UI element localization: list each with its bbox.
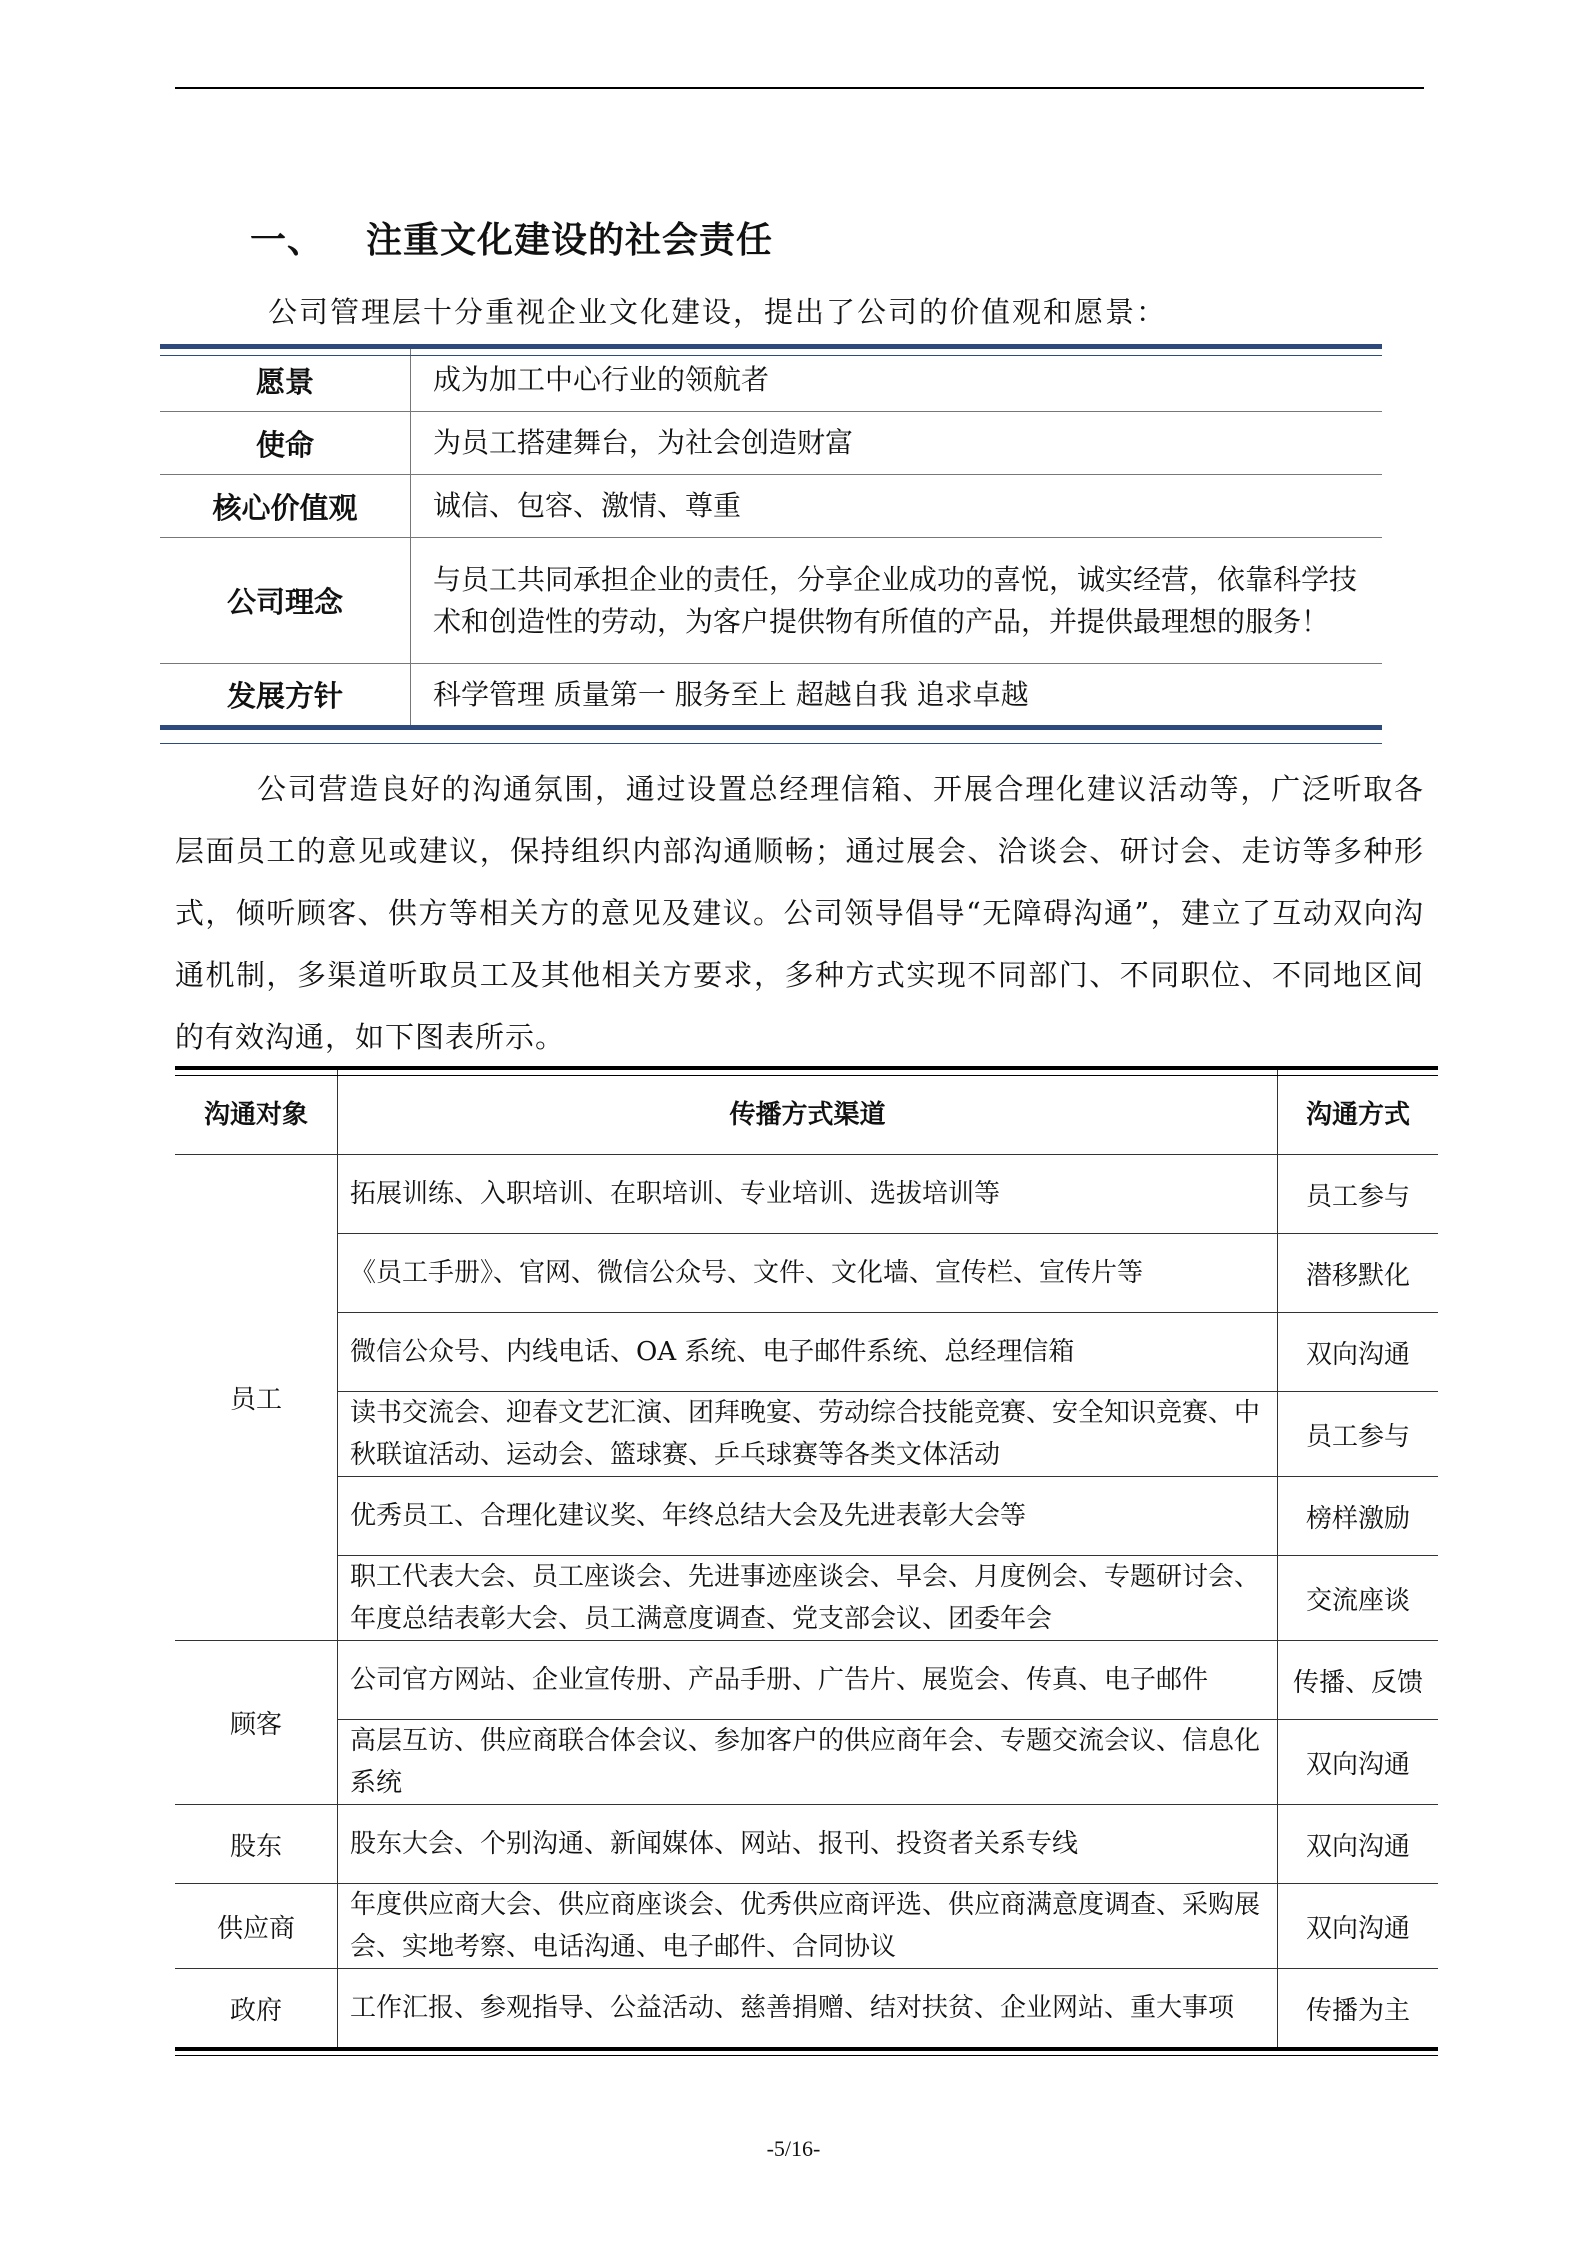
values-key: 愿景	[160, 347, 411, 412]
values-key: 公司理念	[160, 538, 411, 664]
values-key: 使命	[160, 412, 411, 475]
values-table-bottom-rule	[160, 743, 1382, 744]
values-value: 科学管理 质量第一 服务至上 超越自我 追求卓越	[433, 677, 1029, 711]
mode-cell: 榜样激励	[1278, 1477, 1439, 1556]
mode-cell: 双向沟通	[1278, 1805, 1439, 1884]
channel-cell: 高层互访、供应商联合体会议、参加客户的供应商年会、专题交流会议、信息化系统	[338, 1720, 1278, 1805]
values-value: 为员工搭建舞台，为社会创造财富	[411, 412, 1383, 475]
mode-cell: 员工参与	[1278, 1392, 1439, 1477]
object-cell: 员工	[175, 1155, 338, 1641]
channel-cell: 职工代表大会、员工座谈会、先进事迹座谈会、早会、月度例会、专题研讨会、年度总结表彰大会、员工满意度调查、党支部会议、团委年会	[338, 1556, 1278, 1641]
channel-cell: 《员工手册》、官网、微信公众号、文件、文化墙、宣传栏、宣传片等	[338, 1234, 1278, 1313]
values-value: 成为加工中心行业的领航者	[411, 347, 1383, 412]
communication-table	[175, 1066, 1438, 2051]
channel-cell: 股东大会、个别沟通、新闻媒体、网站、报刊、投资者关系专线	[338, 1805, 1278, 1884]
values-row	[160, 347, 1382, 412]
intro-text: 公司管理层十分重视企业文化建设，提出了公司的价值观和愿景：	[268, 295, 1168, 329]
mode-cell: 双向沟通	[1278, 1313, 1439, 1392]
table-row	[175, 1969, 1438, 2050]
mode-cell: 传播为主	[1278, 1969, 1439, 2050]
values-value: 诚信、包容、激情、尊重	[411, 475, 1383, 538]
section-number: 一、	[250, 220, 325, 261]
values-row	[160, 475, 1382, 538]
channel-cell: 年度供应商大会、供应商座谈会、优秀供应商评选、供应商满意度调查、采购展会、实地考察、电话沟通、电子邮件、合同协议	[338, 1884, 1278, 1969]
channel-cell: 读书交流会、迎春文艺汇演、团拜晚宴、劳动综合技能竞赛、安全知识竞赛、中秋联谊活动、运动会、篮球赛、乒乓球赛等各类文体活动	[338, 1392, 1278, 1477]
table-row	[175, 1884, 1438, 1969]
mode-cell: 交流座谈	[1278, 1556, 1439, 1641]
values-row	[160, 664, 1382, 728]
communication-paragraph: 公司营造良好的沟通氛围，通过设置总经理信箱、开展合理化建议活动等，广泛听取各层面员工的意见或建议，保持组织内部沟通顺畅；通过展会、洽谈会、研讨会、走访等多种形式，倾听顾客、供方等相关方的意见及建议。公司领导倡导“无障碍沟通”，建立了互动双向沟通机制，多渠道听取员工及其他相关方要求，多种方式实现不同部门、不同职位、不同地区间的有效沟通，如下图表所示。	[175, 772, 1424, 1054]
values-table-top-rule	[160, 355, 1382, 356]
comm-table-top-rule	[175, 1075, 1438, 1076]
channel-cell: 微信公众号、内线电话、OA 系统、电子邮件系统、总经理信箱	[338, 1313, 1278, 1392]
channel-cell: 拓展训练、入职培训、在职培训、专业培训、选拔培训等	[338, 1155, 1278, 1234]
object-cell: 股东	[175, 1805, 338, 1884]
header-channel: 传播方式渠道	[338, 1068, 1278, 1155]
values-row	[160, 412, 1382, 475]
table-row	[175, 1477, 1438, 1556]
mode-cell: 潜移默化	[1278, 1234, 1439, 1313]
section-title: 注重文化建设的社会责任	[366, 220, 774, 261]
table-row	[175, 1155, 1438, 1234]
section-heading	[250, 212, 773, 263]
table-row	[175, 1556, 1438, 1641]
header-mode: 沟通方式	[1278, 1068, 1439, 1155]
values-table	[160, 344, 1382, 730]
mode-cell: 双向沟通	[1278, 1720, 1439, 1805]
channel-cell: 工作汇报、参观指导、公益活动、慈善捐赠、结对扶贫、企业网站、重大事项	[338, 1969, 1278, 2050]
table-header-row	[175, 1068, 1438, 1155]
table-row	[175, 1392, 1438, 1477]
values-key: 发展方针	[160, 664, 411, 728]
table-row	[175, 1641, 1438, 1720]
channel-cell: 优秀员工、合理化建议奖、年终总结大会及先进表彰大会等	[338, 1477, 1278, 1556]
table-row	[175, 1805, 1438, 1884]
header-object: 沟通对象	[175, 1068, 338, 1155]
object-cell: 供应商	[175, 1884, 338, 1969]
mode-cell: 员工参与	[1278, 1155, 1439, 1234]
table-row	[175, 1720, 1438, 1805]
table-row	[175, 1234, 1438, 1313]
values-value: 与员工共同承担企业的责任，分享企业成功的喜悦，诚实经营，依靠科学技术和创造性的劳动，为客户提供物有所值的产品，并提供最理想的服务！	[411, 538, 1383, 664]
object-cell: 顾客	[175, 1641, 338, 1805]
values-row	[160, 538, 1382, 664]
mode-cell: 传播、反馈	[1278, 1641, 1439, 1720]
comm-table-bottom-rule	[175, 2055, 1438, 2056]
channel-cell: 公司官方网站、企业宣传册、产品手册、广告片、展览会、传真、电子邮件	[338, 1641, 1278, 1720]
object-cell: 政府	[175, 1969, 338, 2050]
mode-cell: 双向沟通	[1278, 1884, 1439, 1969]
values-key: 核心价值观	[160, 475, 411, 538]
header-rule	[175, 87, 1424, 89]
page-number: -5/16-	[766, 2136, 821, 2161]
table-row	[175, 1313, 1438, 1392]
